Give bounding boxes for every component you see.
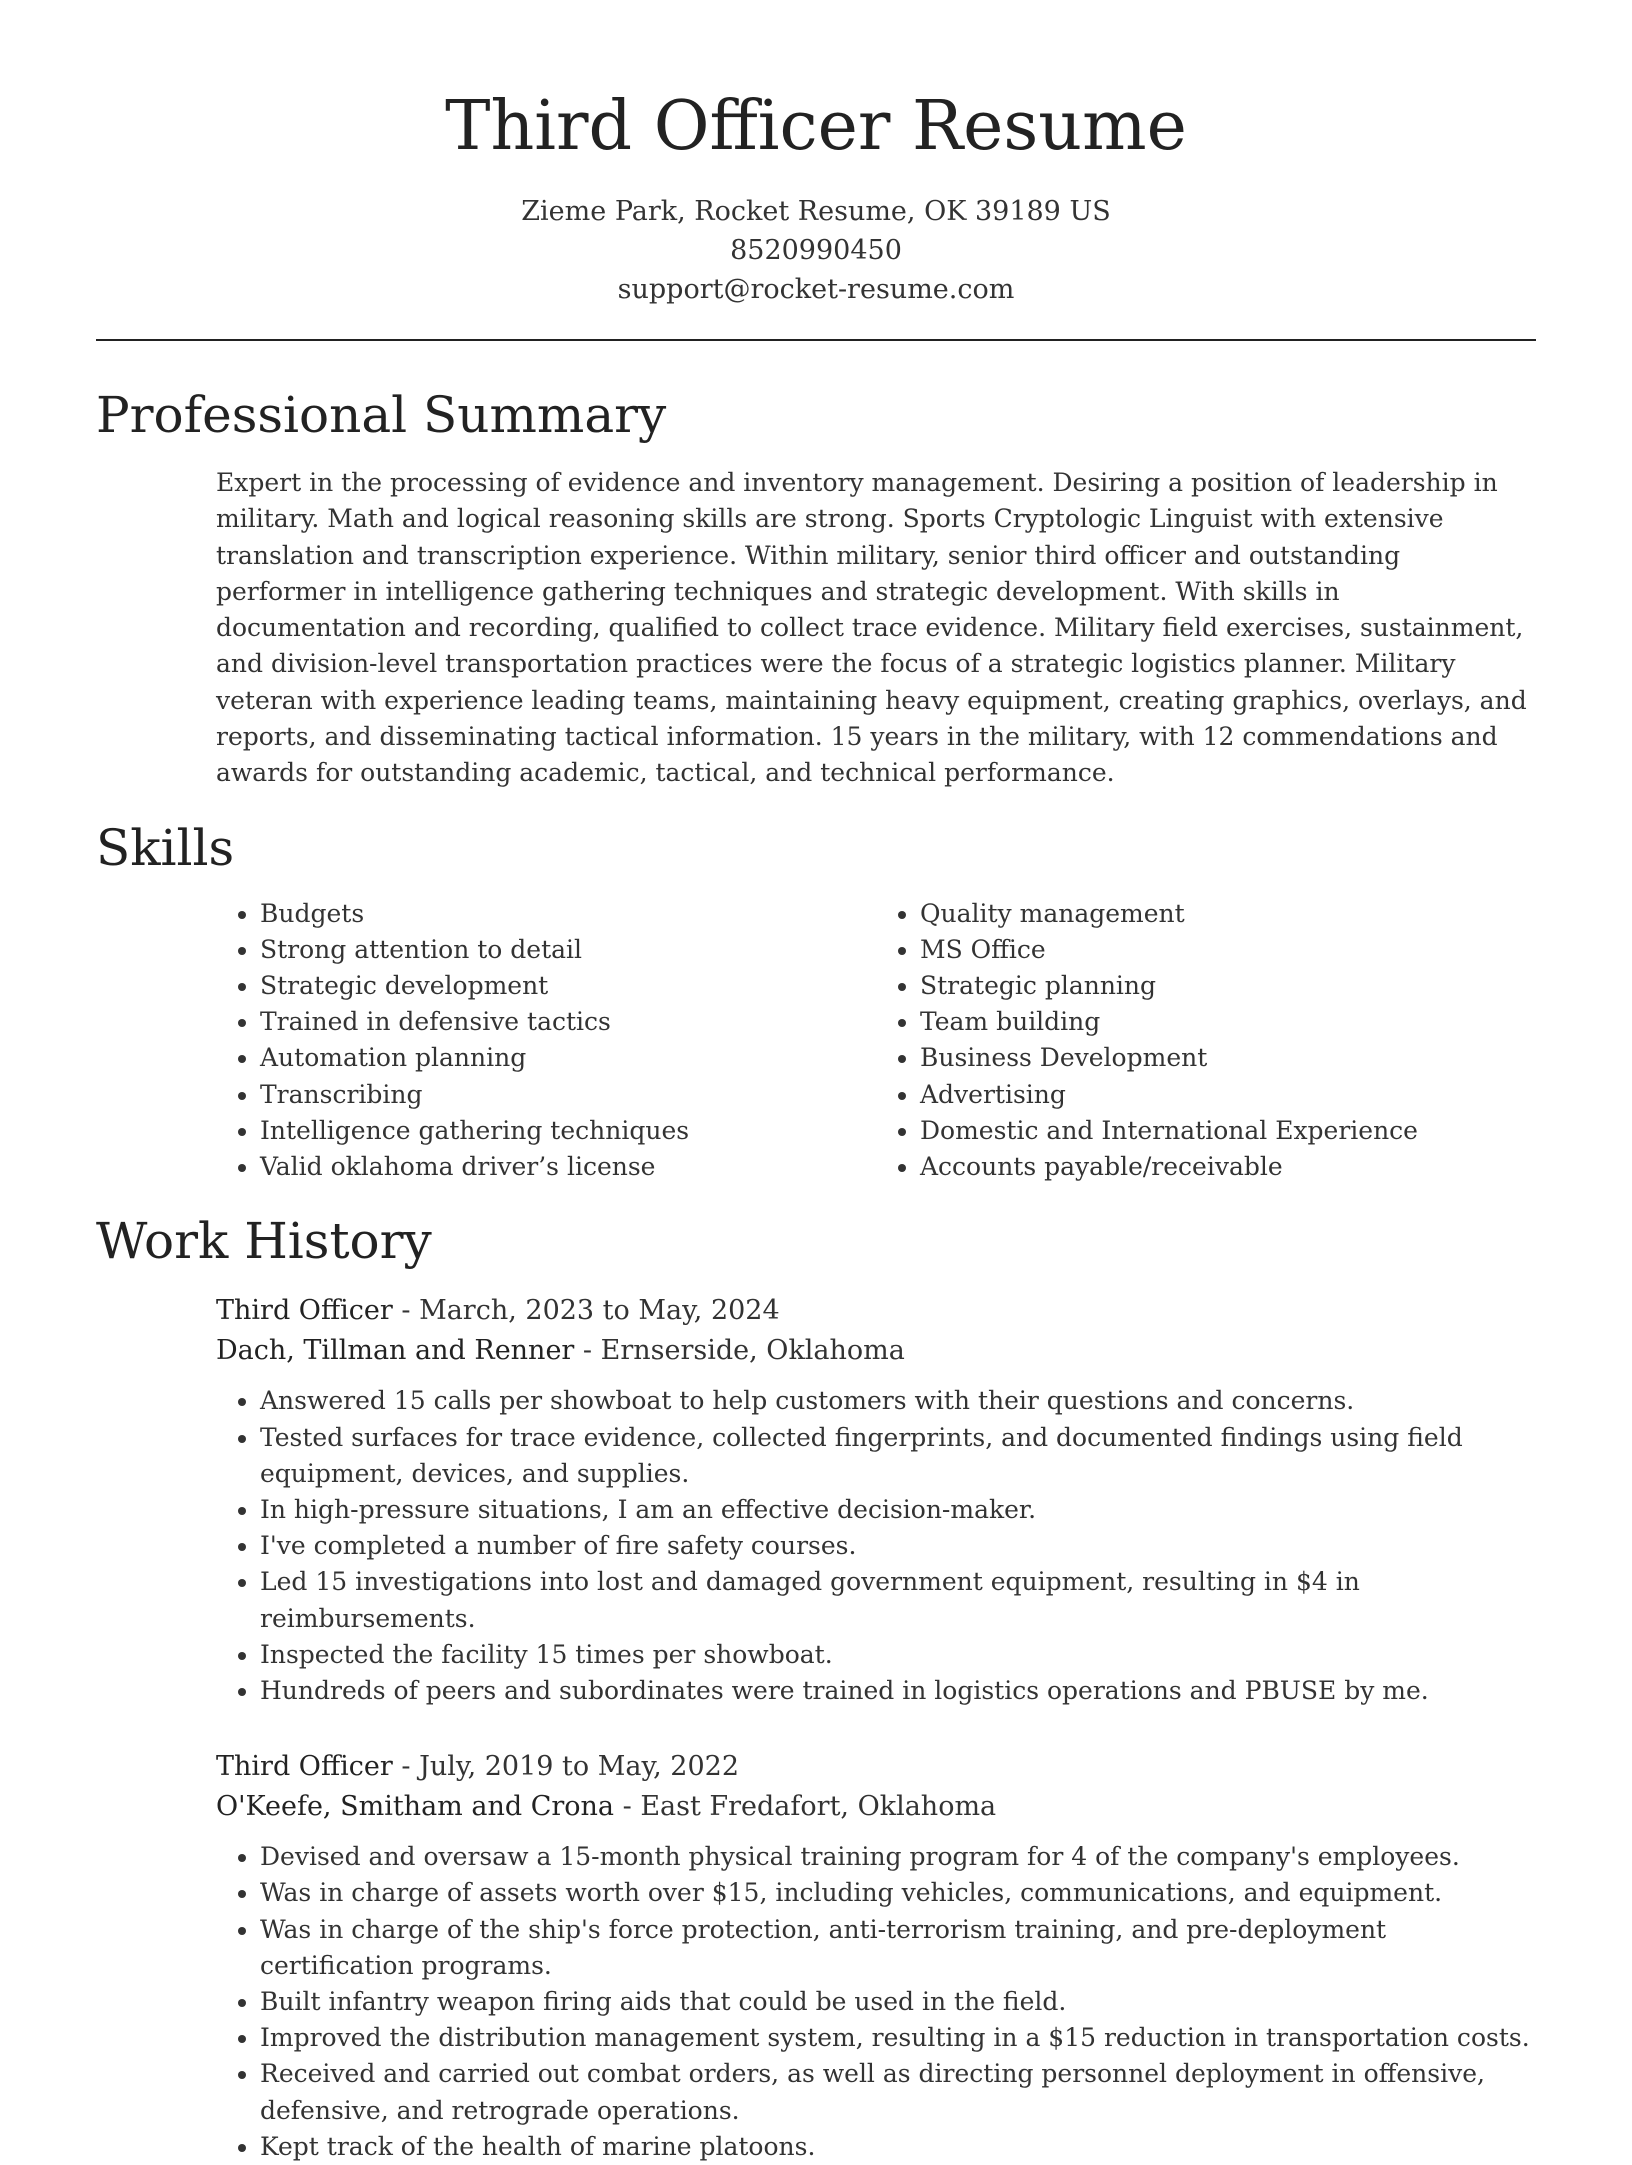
contact-email: support@rocket-resume.com	[617, 274, 1015, 305]
skill-item: • Strategic development	[260, 968, 876, 1004]
skill-item: • Valid oklahoma driver’s license	[260, 1149, 876, 1185]
work-history-heading: Work History	[96, 1212, 432, 1271]
contact-phone: 8520990450	[730, 235, 902, 266]
summary-heading: Professional Summary	[96, 386, 667, 444]
skills-heading: Skills	[96, 818, 235, 877]
job-duty-item: • I've completed a number of fire safety courses.	[260, 1528, 1536, 1564]
resume-header	[96, 0, 1536, 309]
job-duty-item: • Inspected the facility 15 times per showboat.	[260, 1637, 1536, 1673]
skill-item: • Business Development	[920, 1040, 1536, 1076]
job-duty-item: • Improved the distribution management system, resulting in a $15 reduction in transportation costs.	[260, 2020, 1536, 2056]
skill-item: • Budgets	[260, 896, 876, 932]
contact-info	[96, 192, 1536, 309]
job-entry	[216, 1291, 1536, 1709]
job-separator: -	[574, 1335, 601, 1367]
skill-item: • Strategic planning	[920, 968, 1536, 1004]
skills-list	[216, 896, 1536, 1186]
contact-address: Zieme Park, Rocket Resume, OK 39189 US	[521, 196, 1111, 227]
job-duty-item: • Was in charge of assets worth over $15, including vehicles, communications, and equipment.	[260, 1875, 1536, 1911]
skill-item: • Transcribing	[260, 1077, 876, 1113]
job-duty-item: • In high-pressure situations, I am an effective decision-maker.	[260, 1492, 1536, 1528]
job-duty-item: • Answered 15 calls per showboat to help customers with their questions and concerns.	[260, 1383, 1536, 1419]
job-separator: -	[392, 1295, 420, 1327]
job-title-line	[216, 1747, 1536, 1787]
skill-item: • Team building	[920, 1004, 1536, 1040]
skill-item: • Quality management	[920, 896, 1536, 932]
skill-item: • Domestic and International Experience	[920, 1113, 1536, 1149]
job-duty-item: • Hundreds of peers and subordinates were trained in logistics operations and PBUSE by me.	[260, 1673, 1536, 1709]
job-duty-item: • Received and carried out combat orders, as well as directing personnel deployment in offensive, defensive, and retrograde operations.	[260, 2056, 1536, 2128]
skills-column-right	[876, 896, 1536, 1186]
summary-text: Expert in the processing of evidence and inventory management. Desiring a position of leadership in military. Math and logical reasoning skills are strong. Sports Cryptologic Linguist with extensive translation and transcription experience. Within military, senior third officer and outstanding performer in intelligence gathering techniques and strategic development. With skills in documentation and recording, qualified to collect trace evidence. Military field exercises, sustainment, and division-level transportation practices were the focus of a strategic logistics planner. Military veteran with experience leading teams, maintaining heavy equipment, creating graphics, overlays, and reports, and disseminating tactical information. 15 years in the military, with 12 commendations and awards for outstanding academic, tactical, and technical performance.	[216, 468, 1527, 788]
job-title: Third Officer	[216, 1751, 393, 1783]
job-company-line	[216, 1331, 1536, 1371]
job-dates: July, 2019 to May, 2022	[419, 1751, 740, 1783]
job-location: East Fredafort, Oklahoma	[640, 1791, 997, 1823]
header-divider	[96, 339, 1536, 341]
skill-item: • Accounts payable/receivable	[920, 1149, 1536, 1185]
job-duty-item: • Kept track of the health of marine platoons.	[260, 2129, 1536, 2165]
skill-item: • MS Office	[920, 932, 1536, 968]
job-company: O'Keefe, Smitham and Crona	[216, 1791, 615, 1823]
job-duty-item: • Devised and oversaw a 15-month physical training program for 4 of the company's employees.	[260, 1839, 1536, 1875]
job-duty-item: • Was in charge of the ship's force protection, anti-terrorism training, and pre-deployment certification programs.	[260, 1912, 1536, 1984]
skill-item: • Strong attention to detail	[260, 932, 876, 968]
job-duty-item: • Built infantry weapon firing aids that could be used in the field.	[260, 1984, 1536, 2020]
skills-column-left	[216, 896, 876, 1186]
skill-item: • Automation planning	[260, 1040, 876, 1076]
job-duties	[216, 1383, 1536, 1709]
job-entry	[216, 1747, 1536, 2165]
job-duties	[216, 1839, 1536, 2165]
job-separator: -	[614, 1791, 641, 1823]
skill-item: • Trained in defensive tactics	[260, 1004, 876, 1040]
skill-item: • Advertising	[920, 1077, 1536, 1113]
job-separator: -	[392, 1751, 420, 1783]
job-company: Dach, Tillman and Renner	[216, 1335, 575, 1367]
job-location: Ernserside, Oklahoma	[600, 1335, 905, 1367]
job-dates: March, 2023 to May, 2024	[419, 1295, 780, 1327]
job-company-line	[216, 1787, 1536, 1827]
job-title-line	[216, 1291, 1536, 1331]
job-duty-item: • Led 15 investigations into lost and damaged government equipment, resulting in $4 in reimbursements.	[260, 1564, 1536, 1636]
job-title: Third Officer	[216, 1295, 393, 1327]
skill-item: • Intelligence gathering techniques	[260, 1113, 876, 1149]
resume-title: Third Officer Resume	[445, 87, 1187, 166]
job-duty-item: • Tested surfaces for trace evidence, collected fingerprints, and documented findings using field equipment, devices, and supplies.	[260, 1420, 1536, 1492]
